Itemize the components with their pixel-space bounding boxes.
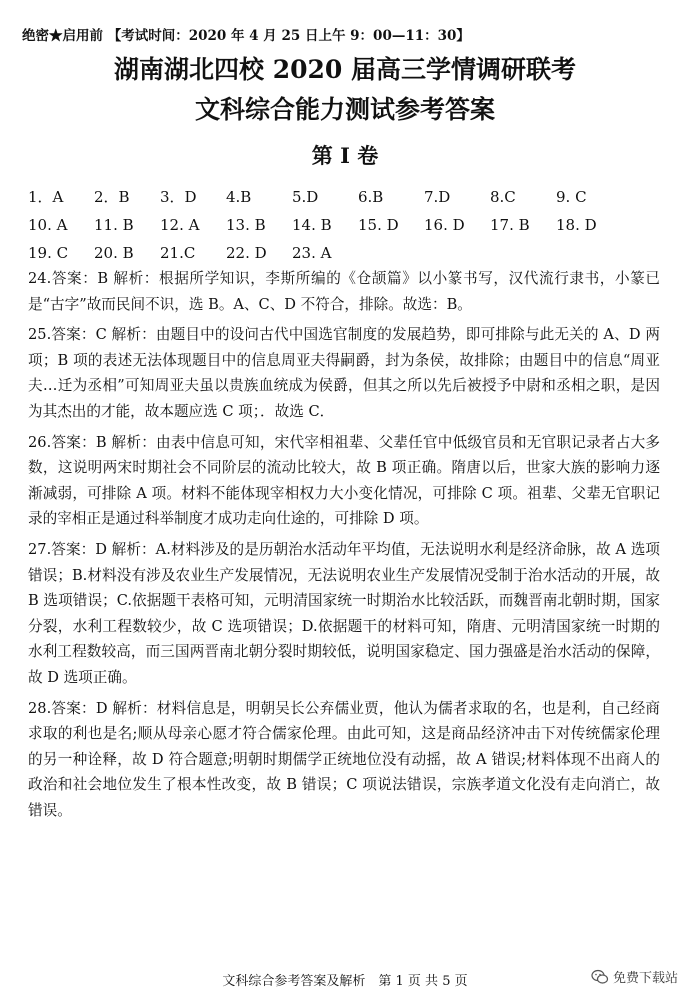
answer-item: 16. D: [424, 216, 465, 234]
answer-item: 22. D: [226, 244, 267, 262]
answer-item: 12. A: [160, 216, 200, 234]
brand-watermark: [591, 967, 678, 986]
exam-title: 湖南湖北四校 2020 届高三学情调研联考: [114, 55, 576, 84]
answer-item: 2．B: [94, 188, 130, 206]
explanation-25: 25.答案：C 解析：由题目中的设问古代中国选官制度的发展趋势，即可排除与此无关的 A、D 两项；B 项的表述无法体现题目中的信息周亚夫得嗣爵，封为条侯，故排除；由题目中的信息“周亚夫…迁为丞相”可知周亚夫虽以贵族血统成为侯爵，但其之所以先后被授予中尉和丞相之职，是因为其杰出的才能，故本题应选 C 项；．故选 C．: [28, 326, 660, 420]
answer-item: 15. D: [358, 216, 399, 234]
exam-subtitle: 文科综合能力测试参考答案: [194, 95, 495, 124]
explanation-26: 26.答案：B 解析：由表中信息可知，宋代宰相祖辈、父辈任官中低级官员和无官职记录者占大多数，这说明两宋时期社会不同阶层的流动比较大，故 B 项正确。隋唐以后，世家大族的影响力逐渐减弱，可排除 A 项。材料不能体现宰相权力大小变化情况，可排除 C 项。祖辈、父辈无官职记录的宰相正是通过科举制度才成功走向仕途的，可排除 D 项。: [28, 433, 660, 528]
answer-item: 21.C: [160, 244, 196, 262]
answer-item: 14. B: [292, 216, 332, 234]
explanation-list: [28, 266, 660, 828]
answer-item: 23. A: [292, 244, 332, 262]
answer-item: 10. A: [28, 216, 68, 234]
volume-title: 第 I 卷: [311, 143, 379, 168]
confidential-header: 绝密★启用前 【考试时间：2020 年 4 月 25 日上午 9：00—11：30】: [22, 28, 470, 44]
answer-item: 8.C: [490, 188, 516, 206]
answer-item: 20. B: [94, 244, 134, 262]
wechat-icon: [591, 969, 609, 985]
answer-list: [28, 185, 668, 265]
answer-item: 5.D: [292, 188, 319, 206]
answer-item: 19. C: [28, 244, 69, 262]
answer-item: 18. D: [556, 216, 597, 234]
answer-item: 9. C: [556, 188, 587, 206]
explanation-27: 27.答案：D 解析：A.材料涉及的是历朝治水活动年平均值，无法说明水利是经济命脉，故 A 选项错误；B.材料没有涉及农业生产发展情况，无法说明农业生产发展情况受制于治水活动的开展，故 B 选项错误；C.依据题干表格可知，元明清国家统一时期治水比较活跃，而魏晋南北朝时期，国家分裂，水利工程数较少，故 C 选项错误；D.依据题干的材料可知，隋唐、元明清国家统一时期的水利工程数较高，而三国两晋南北朝分裂时期较低，说明国家稳定、国力强盛是治水活动的保障，故 D 选项正确。: [28, 540, 660, 686]
answer-item: 3．D: [160, 188, 197, 206]
answer-item: 13. B: [226, 216, 266, 234]
answer-item: 6.B: [358, 188, 384, 206]
answer-item: 7.D: [424, 188, 451, 206]
answer-item: 11. B: [94, 216, 134, 234]
explanation-24: 24.答案：B 解析：根据所学知识，李斯所编的《仓颉篇》以小篆书写，汉代流行隶书，小篆已是“古字”故而民间不识，选 B。A、C、D 不符合，排除。故选：B。: [28, 270, 660, 313]
brand-label: 免费下载站: [612, 971, 678, 986]
answer-item: 4.B: [226, 188, 252, 206]
explanation-28: 28.答案：D 解析：材料信息是，明朝吴长公弃儒业贾，他认为儒者求取的名，也是利，自己经商求取的利也是名;顺从母亲心愿才符合儒家伦理。由此可知，这是商品经济冲击下对传统儒家伦理的另一种诠释，故 D 符合题意;明朝时期儒学正统地位没有动摇，故 A 错误;材料体现不出商人的政治和社会地位发生了根本性改变，故 B 错误；C 项说法错误，宗族孝道文化没有走向消亡，故错误。: [28, 699, 660, 819]
answer-item: 17. B: [490, 216, 530, 234]
answer-item: 1．A: [28, 188, 64, 206]
page-footer: 文科综合参考答案及解析 第 1 页 共 5 页: [222, 974, 468, 989]
